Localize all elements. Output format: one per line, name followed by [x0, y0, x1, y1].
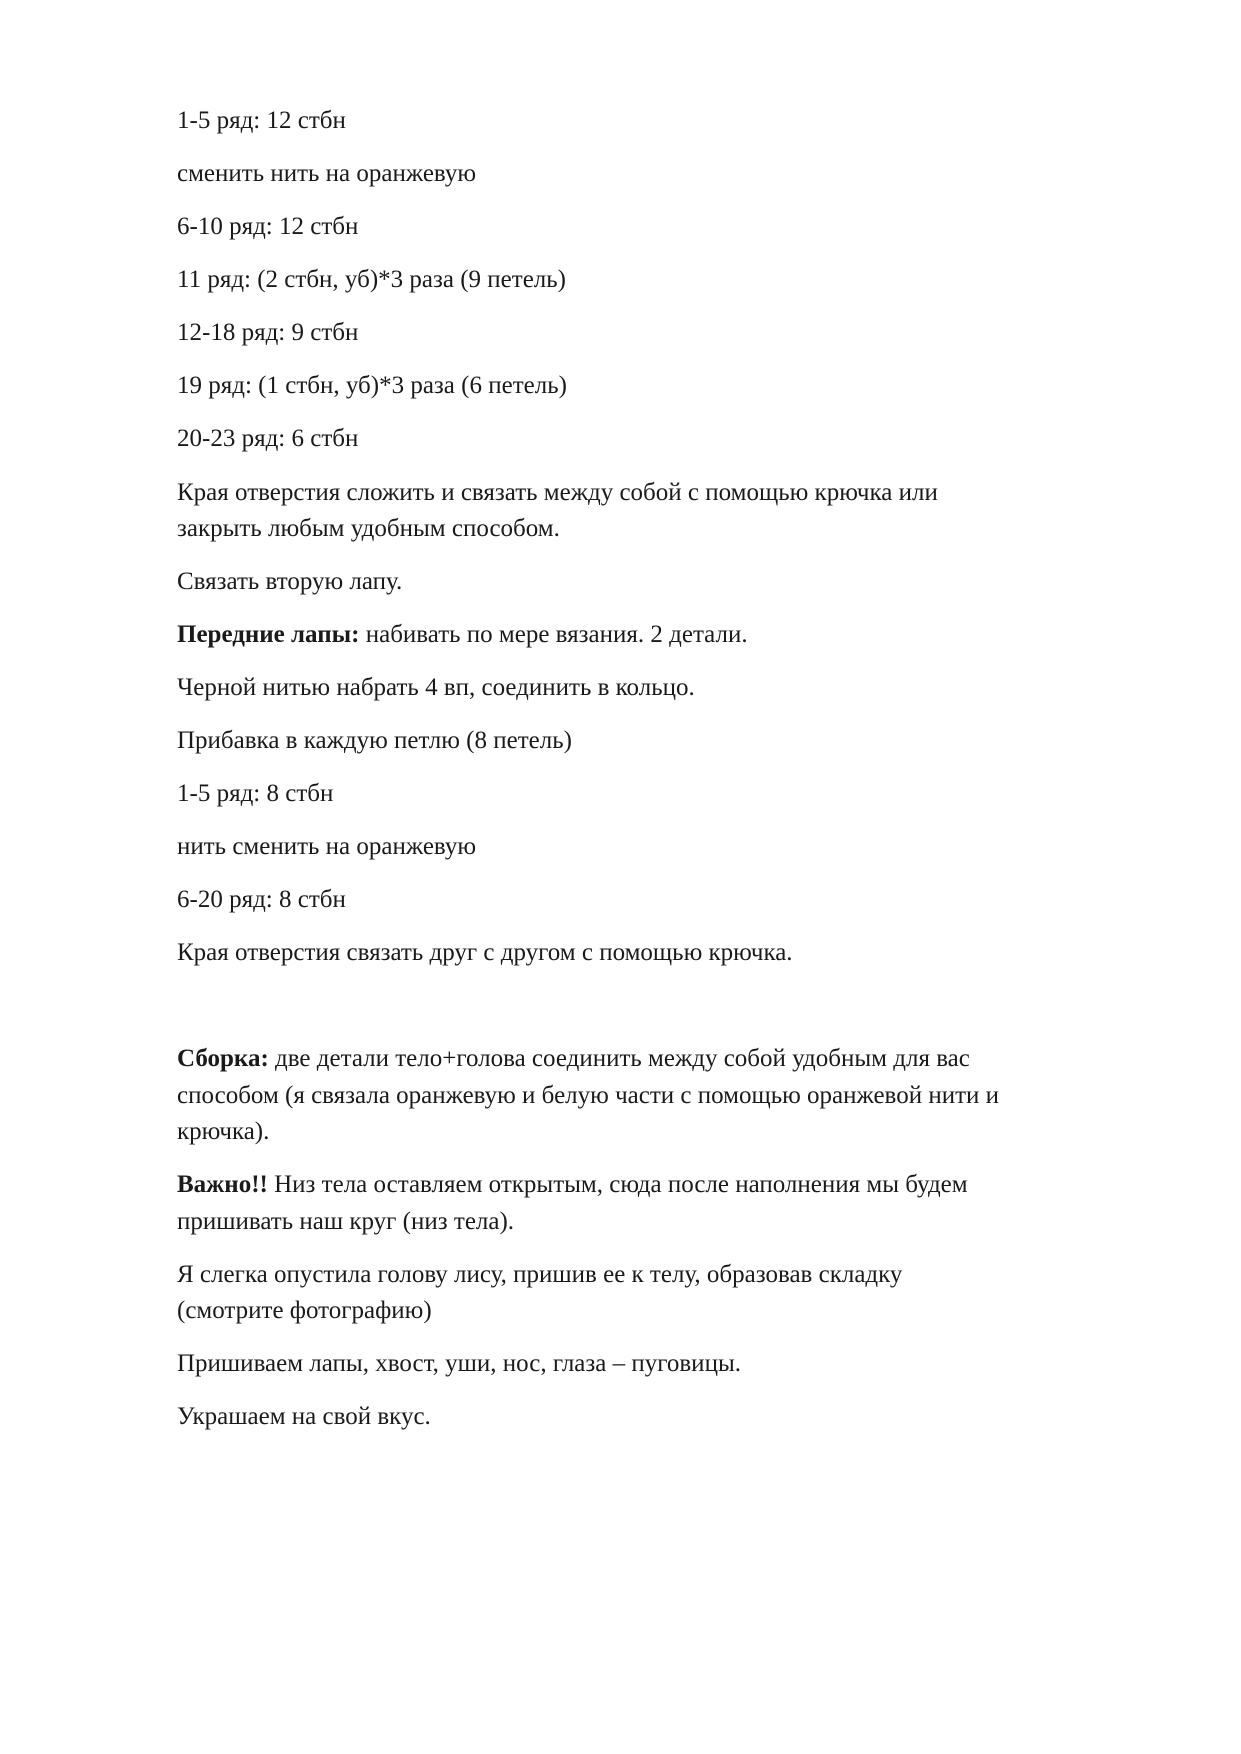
text-line: пришивать наш круг (низ тела). — [177, 1208, 515, 1235]
text-line: Края отверстия сложить и связать между собой с помощью крючка или — [177, 479, 938, 506]
text-line: Я слегка опустила голову лису, пришив ее к телу, образовав складку — [177, 1261, 903, 1288]
text-line: Прибавка в каждую петлю (8 петель) — [177, 727, 572, 754]
text-line: 11 ряд: (2 стбн, уб)*3 раза (9 петель) — [177, 266, 566, 293]
text-line: Низ тела оставляем открытым, сюда после наполнения мы будем — [274, 1171, 968, 1198]
text-line: 1-5 ряд: 12 стбн — [177, 107, 346, 134]
text-line: нить сменить на оранжевую — [177, 833, 477, 860]
text-line: 20-23 ряд: 6 стбн — [177, 425, 359, 452]
text-line: 12-18 ряд: 9 стбн — [177, 319, 359, 346]
text-line: 19 ряд: (1 стбн, уб)*3 раза (6 петель) — [177, 372, 567, 399]
text-line: Черной нитью набрать 4 вп, соединить в кольцо. — [177, 674, 695, 701]
text-line: сменить нить на оранжевую — [177, 160, 477, 187]
heading-important: Важно!! — [177, 1171, 268, 1198]
heading-front-paws: Передние лапы: — [177, 621, 360, 648]
paragraph-important — [177, 1166, 968, 1204]
text-line: 1-5 ряд: 8 стбн — [177, 780, 334, 807]
text-line: крючка). — [177, 1118, 270, 1145]
paragraph-front-paws — [177, 616, 748, 654]
text-line: 6-10 ряд: 12 стбн — [177, 213, 359, 240]
text-line: две детали тело+голова соединить между собой удобным для вас — [275, 1045, 970, 1072]
text-line: набивать по мере вязания. 2 детали. — [365, 621, 748, 648]
text-line: Украшаем на свой вкус. — [177, 1403, 431, 1430]
text-line: Края отверстия связать друг с другом с помощью крючка. — [177, 939, 793, 966]
text-line: (смотрите фотографию) — [177, 1297, 432, 1324]
heading-assembly: Сборка: — [177, 1045, 269, 1072]
paragraph-assembly — [177, 1040, 970, 1078]
text-line: закрыть любым удобным способом. — [177, 515, 560, 542]
text-line: 6-20 ряд: 8 стбн — [177, 886, 346, 913]
text-line: способом (я связала оранжевую и белую части с помощью оранжевой нити и — [177, 1082, 1000, 1109]
text-line: Пришиваем лапы, хвост, уши, нос, глаза – пуговицы. — [177, 1350, 741, 1377]
text-line: Связать вторую лапу. — [177, 568, 403, 595]
